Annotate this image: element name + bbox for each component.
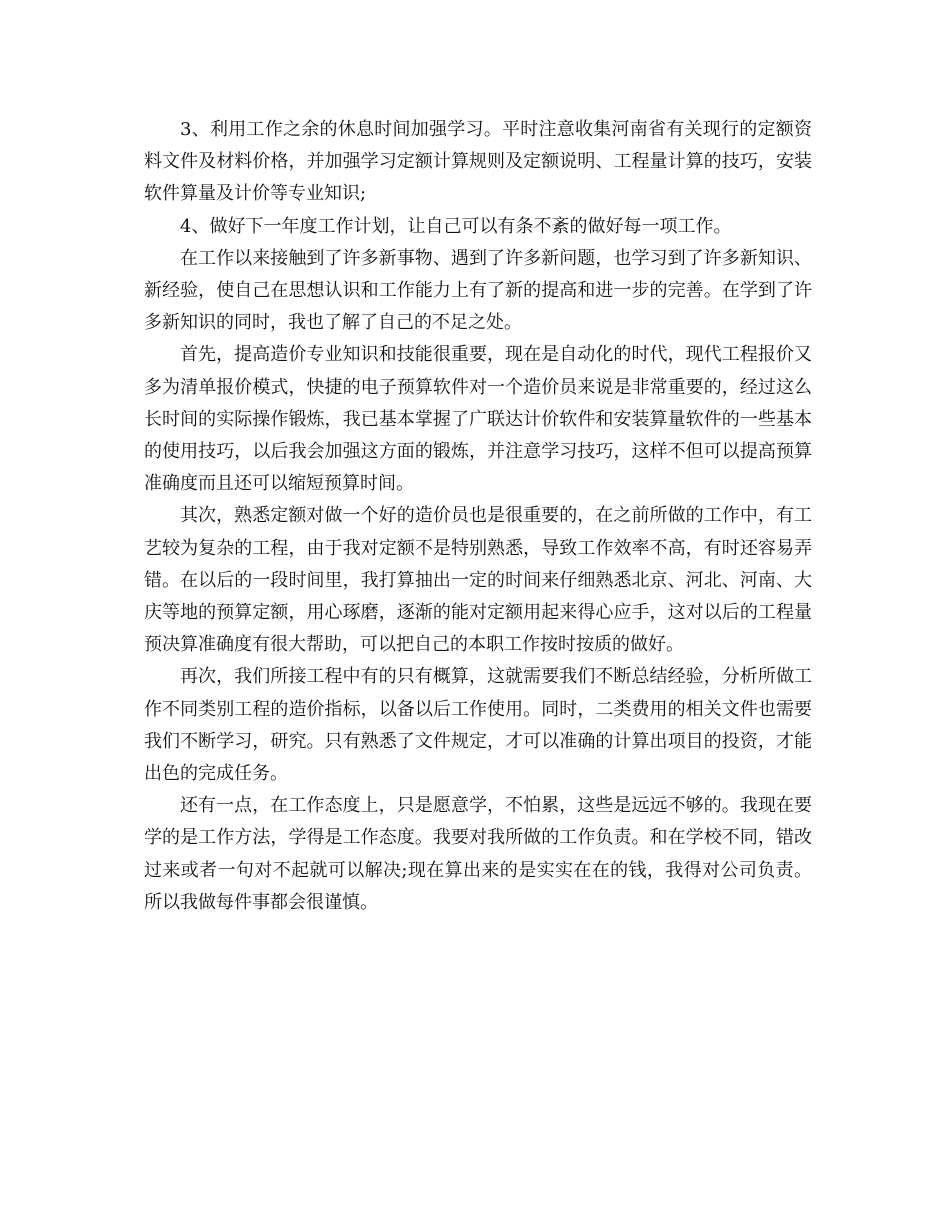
paragraph-second-point: 其次，熟悉定额对做一个好的造价员也是很重要的，在之前所做的工作中，有工艺较为复杂的工程，由于我对定额不是特别熟悉，导致工作效率不高，有时还容易弄错。在以后的一段时间里，我打算抽出一定的时间来仔细熟悉北京、河北、河南、大庆等地的预算定额，用心琢磨，逐渐的能对定额用起来得心应手，这对以后的工程量预决算准确度有很大帮助，可以把自己的本职工作按时按质的做好。: [144, 505, 812, 656]
paragraph-work-plan: 4、做好下一年度工作计划，让自己可以有条不紊的做好每一项工作。: [180, 215, 732, 237]
paragraph-study-plan: 3、利用工作之余的休息时间加强学习。平时注意收集河南省有关现行的定额资料文件及材料价格，并加强学习定额计算规则及定额说明、工程量计算的技巧，安装软件算量及计价等专业知识;: [144, 119, 812, 205]
paragraph-first-point: 首先，提高造价专业知识和技能很重要，现在是自动化的时代，现代工程报价又多为清单报价模式，快捷的电子预算软件对一个造价员来说是非常重要的，经过这么长时间的实际操作锻炼，我已基本掌握了广联达计价软件和安装算量软件的一些基本的使用技巧，以后我会加强这方面的锻炼，并注意学习技巧，这样不但可以提高预算准确度而且还可以缩短预算时间。: [144, 344, 812, 495]
document-body: [144, 114, 812, 919]
paragraph-third-point: 再次，我们所接工程中有的只有概算，这就需要我们不断总结经验，分析所做工作不同类别工程的造价指标，以备以后工作使用。同时，二类费用的相关文件也需要我们不断学习，研究。只有熟悉了文件规定，才可以准确的计算出项目的投资，才能出色的完成任务。: [144, 666, 812, 785]
paragraph-experience: 在工作以来接触到了许多新事物、遇到了许多新问题，也学习到了许多新知识、新经验，使自己在思想认识和工作能力上有了新的提高和进一步的完善。在学到了许多新知识的同时，我也了解了自己的不足之处。: [144, 247, 812, 334]
paragraph-work-attitude: 还有一点，在工作态度上，只是愿意学，不怕累，这些是远远不够的。我现在要学的是工作方法，学得是工作态度。我要对我所做的工作负责。和在学校不同，错改过来或者一句对不起就可以解决;现在算出来的是实实在在的钱，我得对公司负责。所以我做每件事都会很谨慎。: [144, 795, 812, 913]
